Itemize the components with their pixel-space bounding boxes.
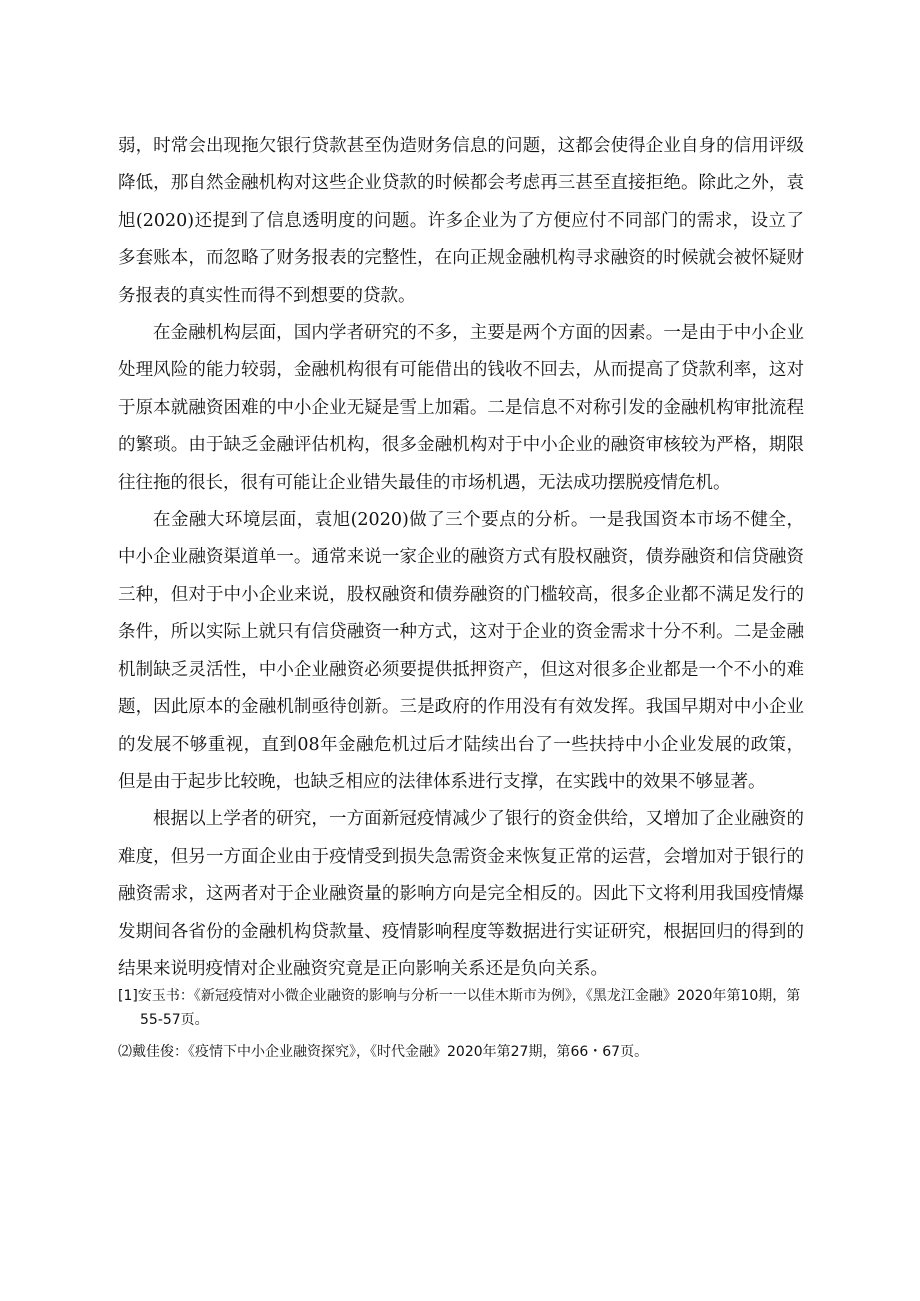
footnote-1: [1]安玉书：《新冠疫情对小微企业融资的影响与分析一一以佳木斯市为例》，《黑龙江金融》2020年第10期，第55-57页。 [118, 988, 801, 1028]
body-text [118, 128, 804, 988]
paragraph-financial-institutions: 在金融机构层面，国内学者研究的不多，主要是两个方面的因素。一是由于中小企业处理风险的能力较弱，金融机构很有可能借出的钱收不回去，从而提高了贷款利率，这对于原本就融资困难的中小企业无疑是雪上加霜。二是信息不对称引发的金融机构审批流程的繁琐。由于缺乏金融评估机构，很多金融机构对于中小企业的融资审核较为严格，期限往往拖的很长，很有可能让企业错失最佳的市场机遇，无法成功摆脱疫情危机。 [118, 323, 804, 493]
paragraph-continuation: 弱，时常会出现拖欠银行贷款甚至伪造财务信息的问题，这都会使得企业自身的信用评级降低，那自然金融机构对这些企业贷款的时候都会考虑再三甚至直接拒绝。除此之外，袁旭(2020)还提到了信息透明度的问题。许多企业为了方便应付不同部门的需求，设立了多套账本，而忽略了财务报表的完整性，在向正规金融机构寻求融资的时候就会被怀疑财务报表的真实性而得不到想要的贷款。 [118, 136, 804, 306]
paragraph-financial-environment: 在金融大环境层面，袁旭(2020)做了三个要点的分析。一是我国资本市场不健全，中小企业融资渠道单一。通常来说一家企业的融资方式有股权融资，债券融资和信贷融资三种，但对于中小企业来说，股权融资和债券融资的门槛较高，很多企业都不满足发行的条件，所以实际上就只有信贷融资一种方式，这对于企业的资金需求十分不利。二是金融机制缺乏灵活性，中小企业融资必须要提供抵押资产，但这对很多企业都是一个不小的难题，因此原本的金融机制亟待创新。三是政府的作用没有有效发挥。我国早期对中小企业的发展不够重视，直到08年金融危机过后才陆续出台了一些扶持中小企业发展的政策，但是由于起步比较晚，也缺乏相应的法律体系进行支撑，在实践中的效果不够显著。 [118, 510, 804, 792]
footnote-2: ⑵戴佳俊：《疫情下中小企业融资探究》，《时代金融》2020年第27期，第66・67页。 [118, 1044, 649, 1060]
paragraph-conclusion: 根据以上学者的研究，一方面新冠疫情减少了银行的资金供给，又增加了企业融资的难度，但另一方面企业由于疫情受到损失急需资金来恢复正常的运营，会增加对于银行的融资需求，这两者对于企业融资量的影响方向是完全相反的。因此下文将利用我国疫情爆发期间各省份的金融机构贷款量、疫情影响程度等数据进行实证研究，根据回归的得到的结果来说明疫情对企业融资究竟是正向影响关系还是负向关系。 [118, 809, 804, 979]
footnotes [118, 985, 804, 1074]
